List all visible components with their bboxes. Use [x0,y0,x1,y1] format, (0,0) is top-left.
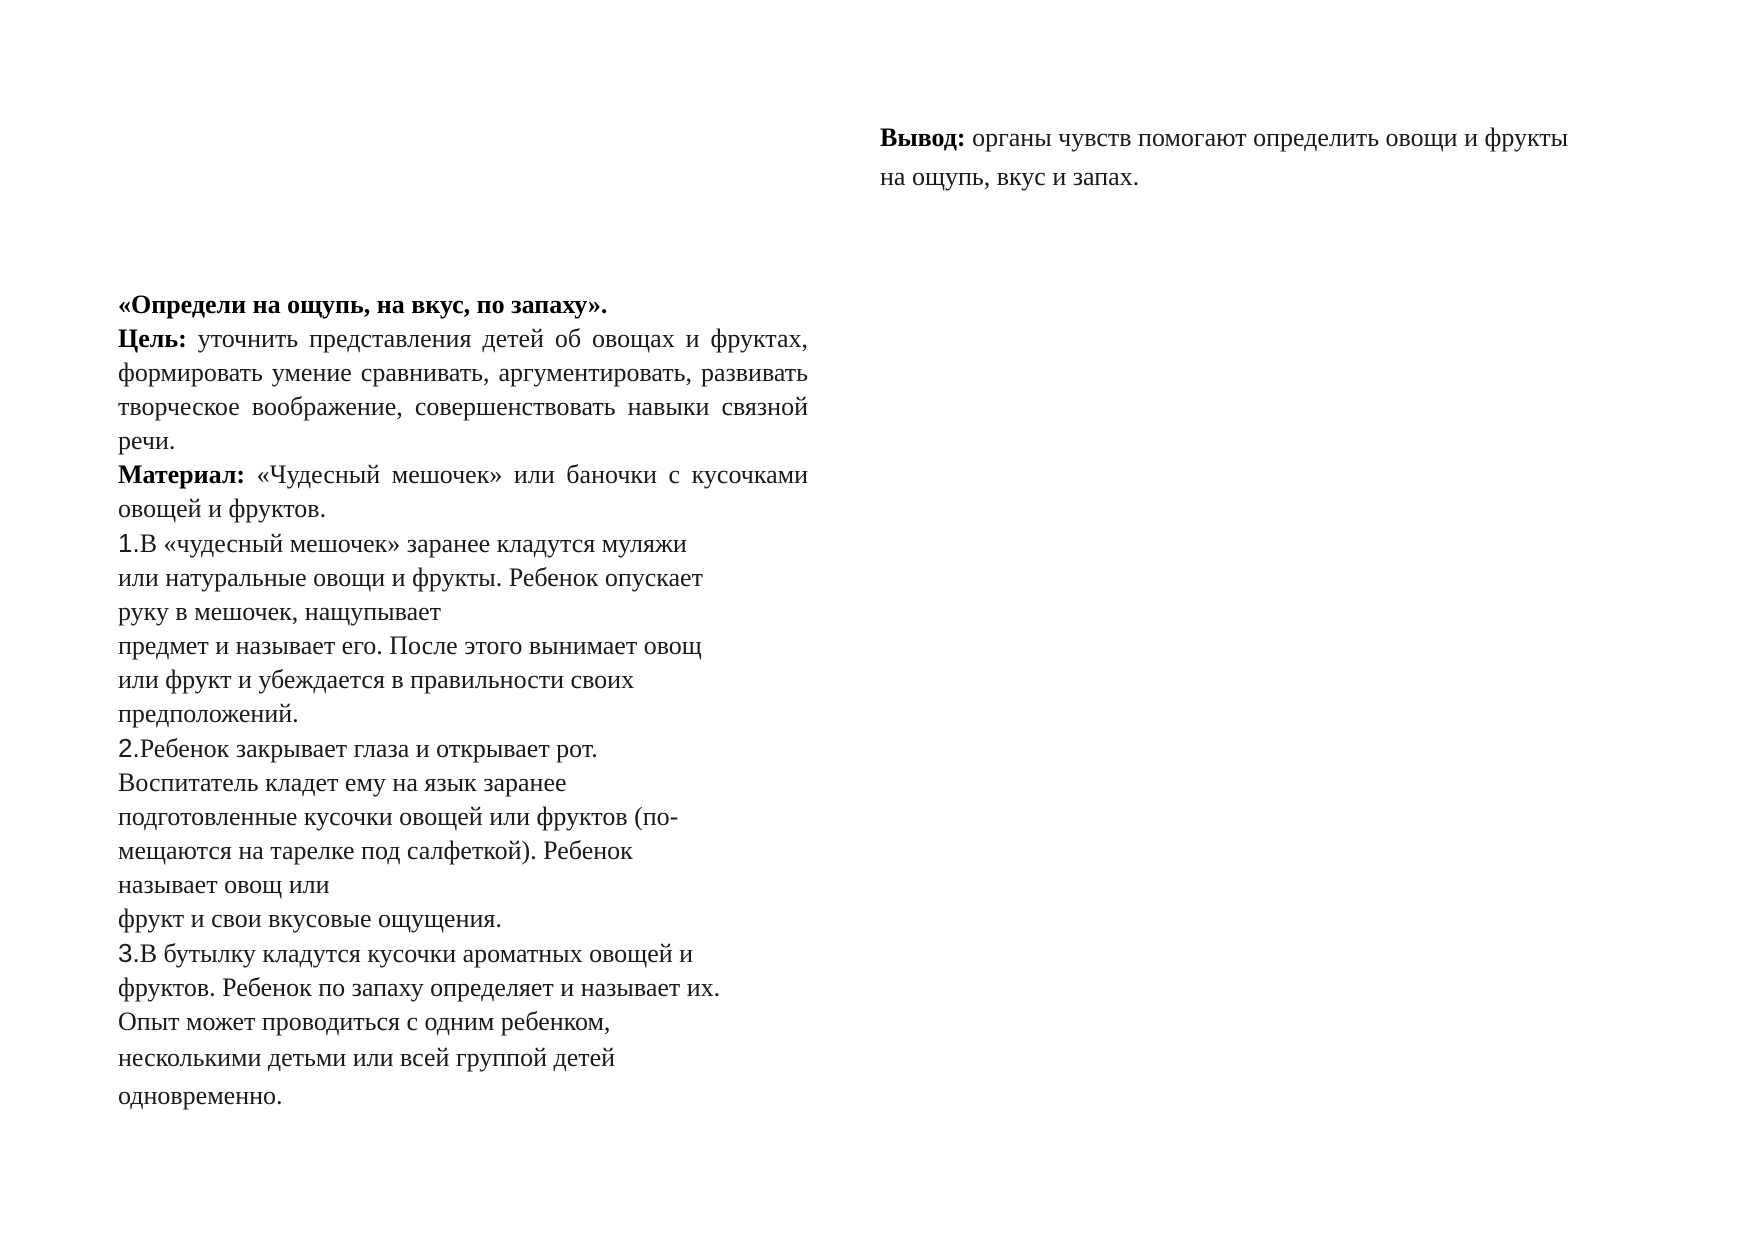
material-label: Материал: [118,460,246,489]
step-1-line: предположений. [118,699,299,728]
material-paragraph [118,458,808,526]
step-3-line: одновременно. [118,1081,283,1110]
step-2-line: подготовленные кусочки овощей или фруктов (по- [118,802,679,831]
step-1-line: предмет и называет его. После этого вынимает овощ [118,631,702,660]
goal-text: уточнить представления детей об овощах и фруктах, формировать умение сравнивать, аргументировать, развивать творческое воображение, совершенствовать навыки связной речи. [118,324,808,455]
step-3-line: несколькими детьми или всей группой детей [118,1043,616,1072]
step-1-line: руку в мешочек, нащупывает [118,597,442,626]
step-3 [118,936,808,1115]
material-text: «Чудесный мешочек» или баночки с кусочками овощей и фруктов. [118,460,808,523]
step-1 [118,526,808,731]
conclusion-label: Вывод: [880,123,966,152]
step-3-line: фруктов. Ребенок по запаху определяет и называет их. [118,973,721,1002]
conclusion-paragraph [880,118,1580,196]
step-1-line: или фрукт и убеждается в правильности своих [118,665,635,694]
step-2-line: мещаются на тарелке под салфеткой). Ребенок [118,836,633,865]
goal-label: Цель: [118,324,187,353]
step-3-line: Опыт может проводиться с одним ребенком, [118,1007,611,1036]
step-1-number: 1. [118,528,140,558]
step-2 [118,731,808,936]
step-2-line: Воспитатель кладет ему на язык заранее [118,768,567,797]
step-3-tail [118,1039,808,1115]
step-2-line: фрукт и свои вкусовые ощущения. [118,904,502,933]
goal-paragraph [118,322,808,458]
step-2-line: Ребенок закрывает глаза и открывает рот. [139,734,598,763]
step-2-number: 2. [118,733,140,763]
step-1-line: В «чудесный мешочек» заранее кладутся муляжи [139,529,687,558]
step-3-line: В бутылку кладутся кусочки ароматных овощей и [139,939,694,968]
step-2-line: называет овощ или [118,870,330,899]
step-3-number: 3. [118,938,140,968]
game-title: «Определи на ощупь, на вкус, по запаху». [118,290,608,319]
step-1-line: или натуральные овощи и фрукты. Ребенок опускает [118,563,703,592]
game-description [118,288,808,1115]
conclusion-text: органы чувств помогают определить овощи и фрукты на ощупь, вкус и запах. [880,123,1569,191]
